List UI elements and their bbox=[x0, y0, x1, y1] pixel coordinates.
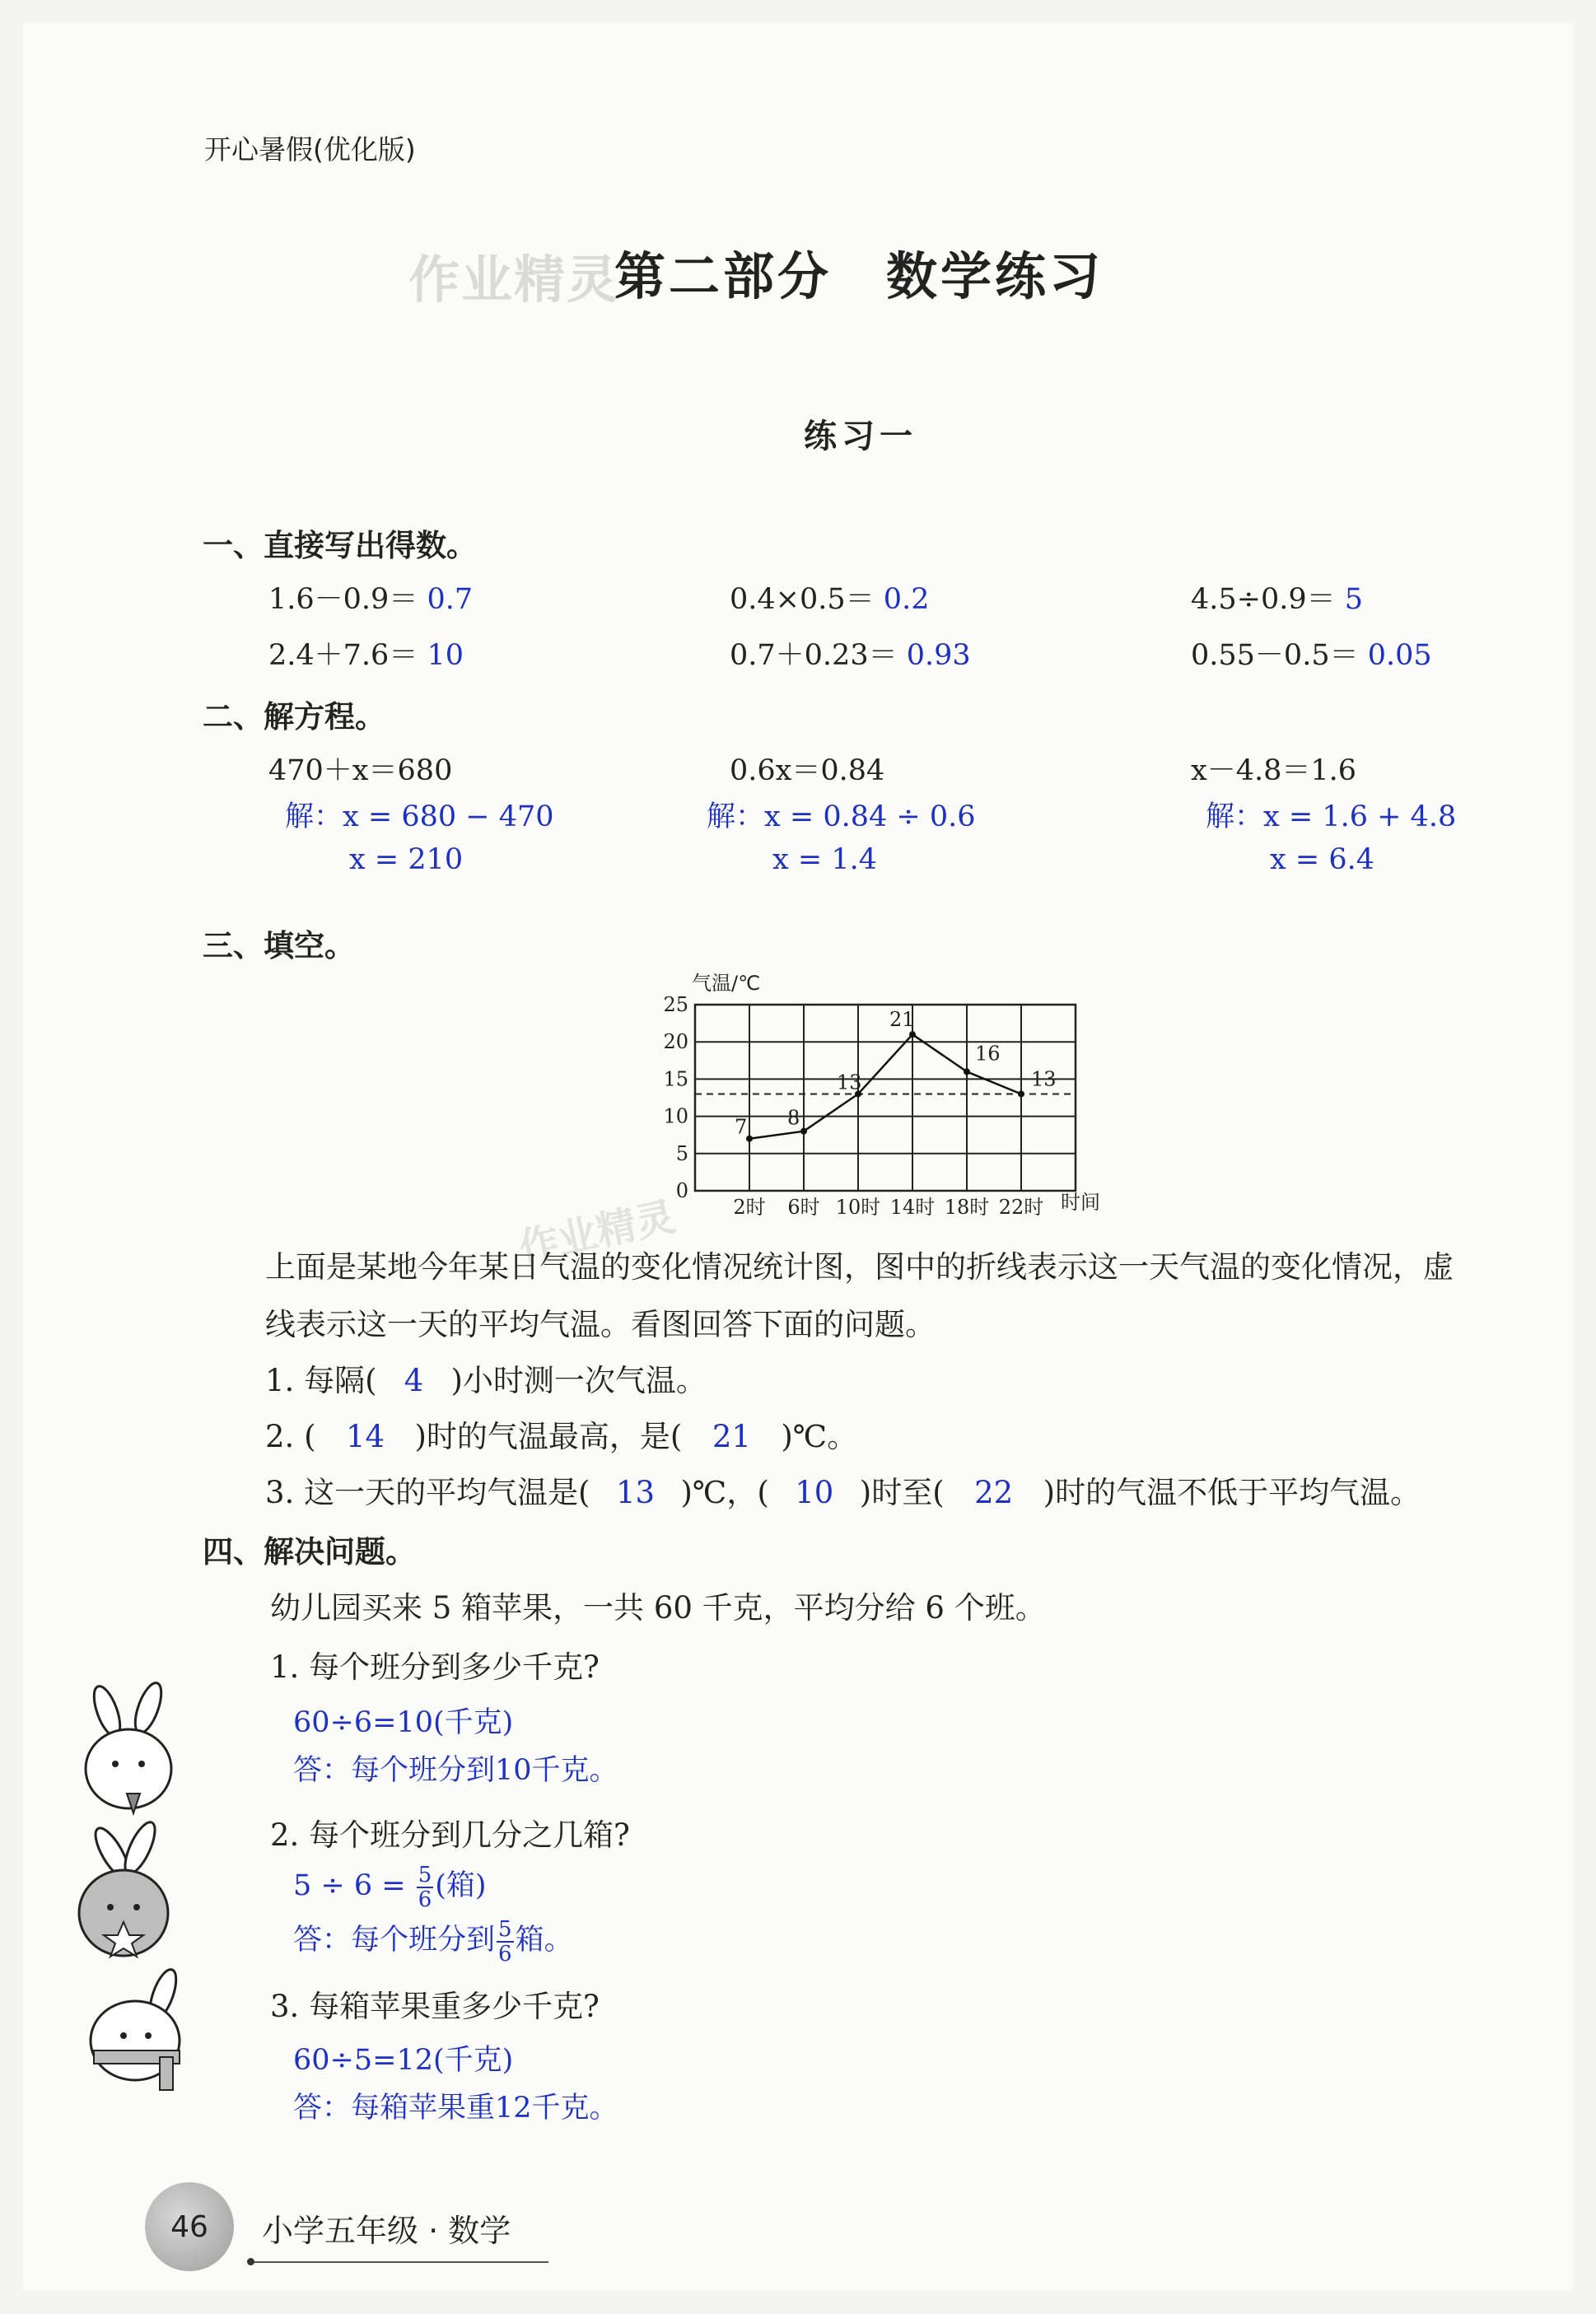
data-label: 13 bbox=[1031, 1067, 1057, 1091]
x-tick-label: 22时 bbox=[998, 1196, 1044, 1219]
problem-calc: 60÷6=10(千克) bbox=[293, 1706, 514, 1739]
bunny-illustration bbox=[56, 1678, 196, 2139]
y-tick-label: 10 bbox=[663, 1104, 688, 1128]
problem-calc: 5 ÷ 6 = $\frac{5}{6}$ (箱) bbox=[293, 1862, 487, 1912]
fraction: $\frac{5}{6}$ bbox=[498, 1916, 512, 1966]
footer-dot bbox=[247, 2258, 254, 2265]
exercise-title: 练习一 bbox=[804, 418, 917, 455]
x-tick-label: 2时 bbox=[733, 1196, 766, 1219]
part-title: 第二部分 数学练习 bbox=[614, 246, 1104, 306]
y-tick-label: 5 bbox=[675, 1141, 688, 1165]
problem-question: 3. 每箱苹果重多少千克? bbox=[270, 1989, 600, 2024]
calc-item: 0.4×0.5＝ 0.2 bbox=[730, 583, 930, 616]
temperature-line-chart bbox=[632, 962, 1143, 1225]
fraction: $\frac{5}{6}$ bbox=[418, 1862, 432, 1912]
data-label: 8 bbox=[787, 1106, 800, 1130]
footer-title: 小学五年级 · 数学 bbox=[262, 2213, 511, 2249]
y-tick-label: 20 bbox=[663, 1030, 688, 1054]
problem-question: 2. 每个班分到几分之几箱? bbox=[270, 1817, 630, 1853]
calc-item: 0.55－0.5＝ 0.05 bbox=[1191, 639, 1432, 672]
data-point bbox=[909, 1031, 916, 1038]
watermark: 作业精灵 bbox=[515, 1193, 679, 1272]
equation-step: 解：x = 1.6 + 4.8 bbox=[1206, 800, 1457, 833]
x-tick-label: 10时 bbox=[835, 1196, 881, 1219]
section1-heading: 一、直接写出得数。 bbox=[203, 528, 477, 563]
calc-item: 2.4＋7.6＝ 10 bbox=[268, 639, 464, 672]
watermark: 作业精灵 bbox=[408, 250, 620, 310]
calc-item: 1.6－0.9＝ 0.7 bbox=[268, 583, 474, 616]
problem-intro: 幼儿园买来 5 箱苹果，一共 60 千克，平均分给 6 个班。 bbox=[270, 1590, 1046, 1626]
equation-result: x = 210 bbox=[349, 843, 464, 876]
paragraph: 线表示这一天的平均气温。看图回答下面的问题。 bbox=[265, 1307, 936, 1342]
running-title: 开心暑假(优化版) bbox=[204, 133, 416, 166]
x-tick-label: 14时 bbox=[889, 1196, 936, 1219]
y-tick-label: 15 bbox=[663, 1067, 688, 1091]
section4-heading: 四、解决问题。 bbox=[203, 1534, 416, 1570]
x-axis-label: 时间 bbox=[1061, 1191, 1100, 1214]
y-tick-label: 25 bbox=[663, 993, 688, 1016]
calc-item: 0.7＋0.23＝ 0.93 bbox=[730, 639, 971, 672]
equation-result: x = 1.4 bbox=[772, 843, 877, 876]
equation-result: x = 6.4 bbox=[1270, 843, 1374, 876]
y-tick-label: 0 bbox=[675, 1179, 688, 1202]
fill-question-1: 1. 每隔( 4 )小时测一次气温。 bbox=[265, 1363, 707, 1398]
paragraph: 上面是某地今年某日气温的变化情况统计图，图中的折线表示这一天气温的变化情况，虚 bbox=[265, 1249, 1454, 1285]
fill-question-2: 2. ( 14 )时的气温最高，是( 21 )℃。 bbox=[265, 1419, 858, 1454]
equation: x－4.8＝1.6 bbox=[1191, 754, 1357, 787]
data-point bbox=[800, 1128, 807, 1135]
data-label: 7 bbox=[735, 1115, 748, 1139]
problem-answer: 答：每个班分到10千克。 bbox=[293, 1754, 618, 1787]
page bbox=[23, 23, 1573, 2291]
plot-frame bbox=[695, 1005, 1076, 1191]
page-number: 46 bbox=[145, 2182, 234, 2271]
data-point bbox=[964, 1068, 970, 1075]
y-axis-label: 气温/℃ bbox=[692, 972, 761, 995]
x-tick-label: 18时 bbox=[944, 1196, 990, 1219]
fill-question-3: 3. 这一天的平均气温是( 13 )℃，( 10 )时至( 22 )时的气温不低于平均气温。 bbox=[265, 1475, 1421, 1510]
equation: 470＋x＝680 bbox=[268, 754, 453, 787]
calc-item: 4.5÷0.9＝ 5 bbox=[1191, 583, 1364, 616]
problem-answer: 答：每个班分到 $\frac{5}{6}$ 箱。 bbox=[293, 1916, 573, 1966]
footer-divider bbox=[252, 2261, 548, 2263]
section3-heading: 三、填空。 bbox=[203, 928, 355, 963]
section2-heading: 二、解方程。 bbox=[203, 699, 385, 735]
equation-step: 解：x = 680 − 470 bbox=[285, 800, 554, 833]
data-label: 16 bbox=[975, 1042, 1001, 1066]
data-label: 13 bbox=[837, 1071, 862, 1094]
data-label: 21 bbox=[889, 1008, 915, 1032]
problem-calc: 60÷5=12(千克) bbox=[293, 2044, 514, 2077]
data-point bbox=[1018, 1090, 1024, 1097]
problem-question: 1. 每个班分到多少千克? bbox=[270, 1649, 600, 1685]
problem-answer: 答：每箱苹果重12千克。 bbox=[293, 2092, 618, 2125]
equation: 0.6x＝0.84 bbox=[730, 754, 885, 787]
x-tick-label: 6时 bbox=[787, 1196, 820, 1219]
equation-step: 解：x = 0.84 ÷ 0.6 bbox=[707, 800, 976, 833]
